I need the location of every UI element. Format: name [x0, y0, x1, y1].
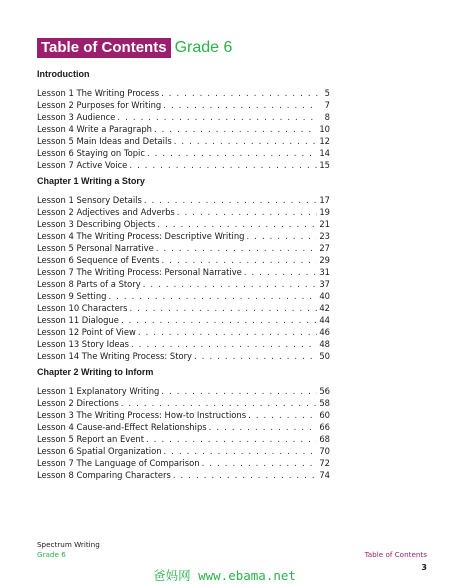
entry-title: Lesson 8 Comparing Characters — [37, 470, 171, 480]
entry-page-number: 60 — [319, 410, 330, 420]
dot-leader — [121, 397, 318, 409]
entry-page-number: 40 — [319, 291, 330, 301]
toc-entry — [37, 135, 330, 147]
entry-title: Lesson 3 The Writing Process: How-to Instructions — [37, 410, 247, 420]
dot-leader — [146, 433, 317, 445]
entry-title: Lesson 3 Audience — [37, 112, 116, 122]
toc-entry — [37, 445, 330, 457]
dot-leader — [130, 302, 318, 314]
entry-title: Lesson 4 The Writing Process: Descriptive Writing — [37, 231, 245, 241]
entry-title: Lesson 14 The Writing Process: Story — [37, 351, 192, 361]
entry-page-number: 46 — [319, 327, 330, 337]
toc-entry — [37, 290, 330, 302]
section-heading: Introduction — [37, 69, 90, 79]
entry-title: Lesson 7 The Writing Process: Personal Narrative — [37, 267, 242, 277]
dot-leader — [162, 254, 318, 266]
entry-title: Lesson 9 Setting — [37, 291, 107, 301]
entry-title: Lesson 3 Describing Objects — [37, 219, 156, 229]
page-title: Table of Contents — [37, 38, 171, 58]
entry-page-number: 17 — [319, 195, 330, 205]
dot-leader — [156, 242, 318, 254]
dot-leader — [108, 290, 317, 302]
entry-page-number: 48 — [319, 339, 330, 349]
toc-entry — [37, 99, 330, 111]
toc-section — [37, 175, 330, 362]
toc-entry — [37, 469, 330, 481]
entry-page-number: 72 — [319, 458, 330, 468]
page-header — [37, 38, 232, 58]
entry-title: Lesson 2 Adjectives and Adverbs — [37, 207, 175, 217]
entry-page-number: 15 — [319, 160, 330, 170]
entry-title: Lesson 13 Story Ideas — [37, 339, 130, 349]
entry-title: Lesson 12 Point of View — [37, 327, 136, 337]
entry-page-number: 74 — [319, 470, 330, 480]
entry-page-number: 70 — [319, 446, 330, 456]
toc-entry — [37, 433, 330, 445]
dot-leader — [174, 135, 318, 147]
entry-page-number: 66 — [319, 422, 330, 432]
toc-entry — [37, 242, 330, 254]
footer-left — [37, 540, 100, 560]
entry-page-number: 37 — [319, 279, 330, 289]
series-name: Spectrum Writing — [37, 540, 100, 549]
entry-page-number: 14 — [319, 148, 330, 158]
dot-leader — [117, 111, 318, 123]
grade-subtitle: Grade 6 — [174, 39, 233, 56]
toc-section — [37, 366, 330, 481]
dot-leader — [157, 218, 317, 230]
entry-title: Lesson 6 Sequence of Events — [37, 255, 160, 265]
entry-title: Lesson 1 Sensory Details — [37, 195, 142, 205]
entry-title: Lesson 6 Staying on Topic — [37, 148, 145, 158]
toc-entry — [37, 87, 330, 99]
dot-leader — [248, 409, 317, 421]
dot-leader — [247, 230, 318, 242]
entry-title: Lesson 4 Write a Paragraph — [37, 124, 152, 134]
dot-leader — [209, 421, 318, 433]
footer-grade: Grade 6 — [37, 550, 66, 559]
entry-page-number: 31 — [319, 267, 330, 277]
toc-entry — [37, 421, 330, 433]
toc-entry — [37, 457, 330, 469]
toc-entry — [37, 206, 330, 218]
toc-entry — [37, 111, 330, 123]
entry-page-number: 23 — [319, 231, 330, 241]
toc-entry — [37, 302, 330, 314]
entry-title: Lesson 4 Cause-and-Effect Relationships — [37, 422, 207, 432]
entry-page-number: 7 — [324, 100, 330, 110]
dot-leader — [129, 159, 317, 171]
dot-leader — [147, 147, 317, 159]
entry-title: Lesson 2 Purposes for Writing — [37, 100, 162, 110]
toc-entry — [37, 159, 330, 171]
entry-title: Lesson 2 Directions — [37, 398, 119, 408]
dot-leader — [194, 350, 317, 362]
entry-title: Lesson 5 Personal Narrative — [37, 243, 154, 253]
toc-entry — [37, 266, 330, 278]
entry-page-number: 42 — [319, 303, 330, 313]
toc-entry — [37, 218, 330, 230]
dot-leader — [244, 266, 318, 278]
entry-page-number: 19 — [319, 207, 330, 217]
toc-entry — [37, 123, 330, 135]
toc-entry — [37, 326, 330, 338]
entry-title: Lesson 7 The Language of Comparison — [37, 458, 200, 468]
toc-entry — [37, 194, 330, 206]
toc-section — [37, 68, 330, 171]
entry-title: Lesson 7 Active Voice — [37, 160, 128, 170]
entry-title: Lesson 5 Main Ideas and Details — [37, 136, 172, 146]
entry-page-number: 27 — [319, 243, 330, 253]
dot-leader — [143, 278, 318, 290]
section-heading: Chapter 1 Writing a Story — [37, 176, 145, 186]
entry-page-number: 56 — [319, 386, 330, 396]
dot-leader — [163, 99, 318, 111]
entry-title: Lesson 1 The Writing Process — [37, 88, 160, 98]
entry-page-number: 58 — [319, 398, 330, 408]
entry-title: Lesson 6 Spatial Organization — [37, 446, 162, 456]
dot-leader — [138, 326, 317, 338]
dot-leader — [121, 314, 317, 326]
entry-page-number: 68 — [319, 434, 330, 444]
entry-title: Lesson 5 Report an Event — [37, 434, 145, 444]
entry-page-number: 12 — [319, 136, 330, 146]
toc-entry — [37, 397, 330, 409]
dot-leader — [173, 469, 318, 481]
entry-page-number: 44 — [319, 315, 330, 325]
entry-page-number: 10 — [319, 124, 330, 134]
toc-entry — [37, 254, 330, 266]
table-of-contents — [37, 68, 330, 485]
entry-title: Lesson 11 Dialogue — [37, 315, 119, 325]
page-number: 3 — [421, 563, 427, 572]
dot-leader — [131, 338, 317, 350]
entry-title: Lesson 10 Characters — [37, 303, 128, 313]
dot-leader — [161, 87, 318, 99]
dot-leader — [177, 206, 318, 218]
toc-entry — [37, 385, 330, 397]
footer-section-name: Table of Contents — [364, 550, 427, 559]
entry-page-number: 50 — [319, 351, 330, 361]
dot-leader — [161, 385, 317, 397]
entry-page-number: 29 — [319, 255, 330, 265]
entry-page-number: 5 — [324, 88, 330, 98]
toc-entry — [37, 409, 330, 421]
entry-page-number: 21 — [319, 219, 330, 229]
toc-entry — [37, 230, 330, 242]
toc-entry — [37, 147, 330, 159]
dot-leader — [144, 194, 317, 206]
dot-leader — [164, 445, 318, 457]
entry-title: Lesson 8 Parts of a Story — [37, 279, 141, 289]
watermark: 爸妈网 www.ebama.net — [153, 568, 296, 583]
toc-entry — [37, 314, 330, 326]
section-heading: Chapter 2 Writing to Inform — [37, 367, 154, 377]
entry-page-number: 8 — [324, 112, 330, 122]
toc-entry — [37, 350, 330, 362]
entry-title: Lesson 1 Explanatory Writing — [37, 386, 160, 396]
toc-entry — [37, 338, 330, 350]
dot-leader — [154, 123, 317, 135]
dot-leader — [202, 457, 318, 469]
toc-entry — [37, 278, 330, 290]
